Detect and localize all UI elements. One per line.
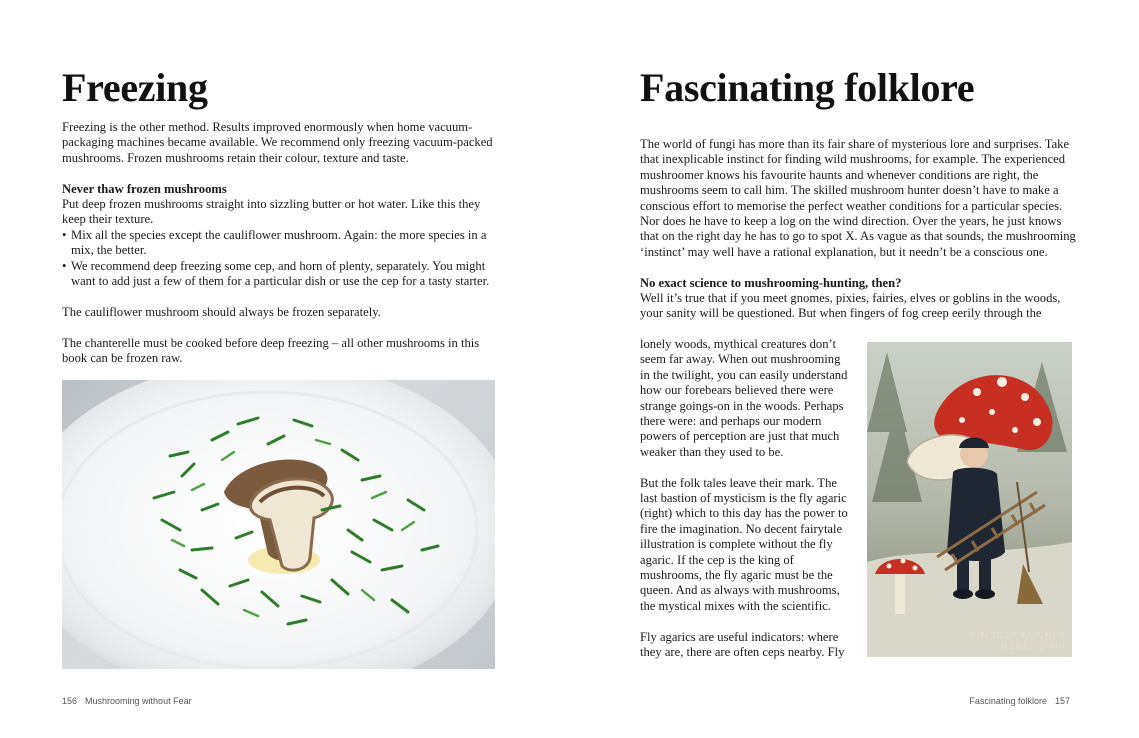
paragraph: The cauliflower mushroom should always be frozen separately.	[62, 304, 381, 319]
list-item: • Mix all the species except the cauliflower mushroom. Again: the more species in a mix, the better.	[62, 228, 500, 259]
paragraph: The world of fungi has more than its fair share of mysterious lore and surprises. Take that inexplicable instinct for finding wild mushrooms, for example. The experienced mushroomer knows his favourite haunts and whenever conditions are right, the mushrooms seem to call him. The skilled mushroom hunter doesn’t have to make a conscious effort to memorise the perfect weather conditions for a particular species. Nor does he have to keep a log on the wind direction. Over the years, he just knows that on the right day he has to go to spot X. As vague as that sounds, the mushrooming ‘instinct’ may well have a rational explanation, but it needn’t be a conscious one.	[640, 137, 1076, 259]
paragraph: Fly agarics are useful indicators: where they are, there are often ceps nearby. Fly	[640, 629, 845, 660]
paragraph: Put deep frozen mushrooms straight into sizzling butter or hot water. Like this they keep their texture.	[62, 197, 481, 227]
running-title: Fascinating folklore	[969, 696, 1047, 706]
page-number: 156	[62, 696, 78, 706]
left-page	[0, 0, 569, 738]
body-text	[640, 137, 1076, 322]
subheading: Never thaw frozen mushrooms	[62, 181, 227, 196]
postcard-caption: EIN GLÜCKLICHES NEUES JAHR	[970, 631, 1066, 652]
bullet-list	[62, 228, 500, 290]
paragraph: Well it’s true that if you meet gnomes, pixies, fairies, elves or goblins in the woods, your sanity will be questioned. But when fingers of fog creep eerily through the	[640, 291, 1061, 321]
fly-agaric-postcard	[867, 342, 1072, 657]
page-number: 157	[1054, 696, 1070, 706]
body-text	[62, 120, 500, 366]
paragraph: The chanterelle must be cooked before deep freezing – all other mushrooms in this book can be frozen raw.	[62, 335, 480, 366]
list-item: • We recommend deep freezing some cep, and horn of plenty, separately. You might want to add just a few of them for a particular dish or use the cep for a tasty starter.	[62, 259, 500, 290]
paragraph: lonely woods, mythical creatures don’t seem far away. When out mushrooming in the twilight, you can easily understand how our forebears believed there were strange goings-on in the woods. Perhaps there were: and perhaps our modern powers of perception are just that much weaker than they used to be.	[640, 337, 848, 459]
body-text-column	[640, 337, 852, 661]
paragraph: But the folk tales leave their mark. The last bastion of mysticism is the fly agaric (right) which to this day has the power to fire the imagination. No decent fairytale illustration is complete without the fly agaric. If the cep is the king of mushrooms, the fly agaric must be the queen. And as always with mushrooms, the mystical mixes with the scientific.	[640, 475, 848, 613]
page-footer	[969, 696, 1070, 706]
subheading: No exact science to mushrooming-hunting, then?	[640, 275, 902, 290]
right-page	[569, 0, 1139, 738]
page-title: Fascinating folklore	[640, 65, 975, 110]
page-footer	[62, 696, 192, 706]
running-title: Mushrooming without Fear	[85, 696, 192, 706]
frozen-mushroom-photo	[62, 380, 495, 669]
page-title: Freezing	[62, 65, 208, 110]
paragraph: Freezing is the other method. Results improved enormously when home vacuum-packaging machines became available. We recommend only freezing vacuum-packed mushrooms. Frozen mushrooms retain their colour, texture and taste.	[62, 120, 493, 165]
